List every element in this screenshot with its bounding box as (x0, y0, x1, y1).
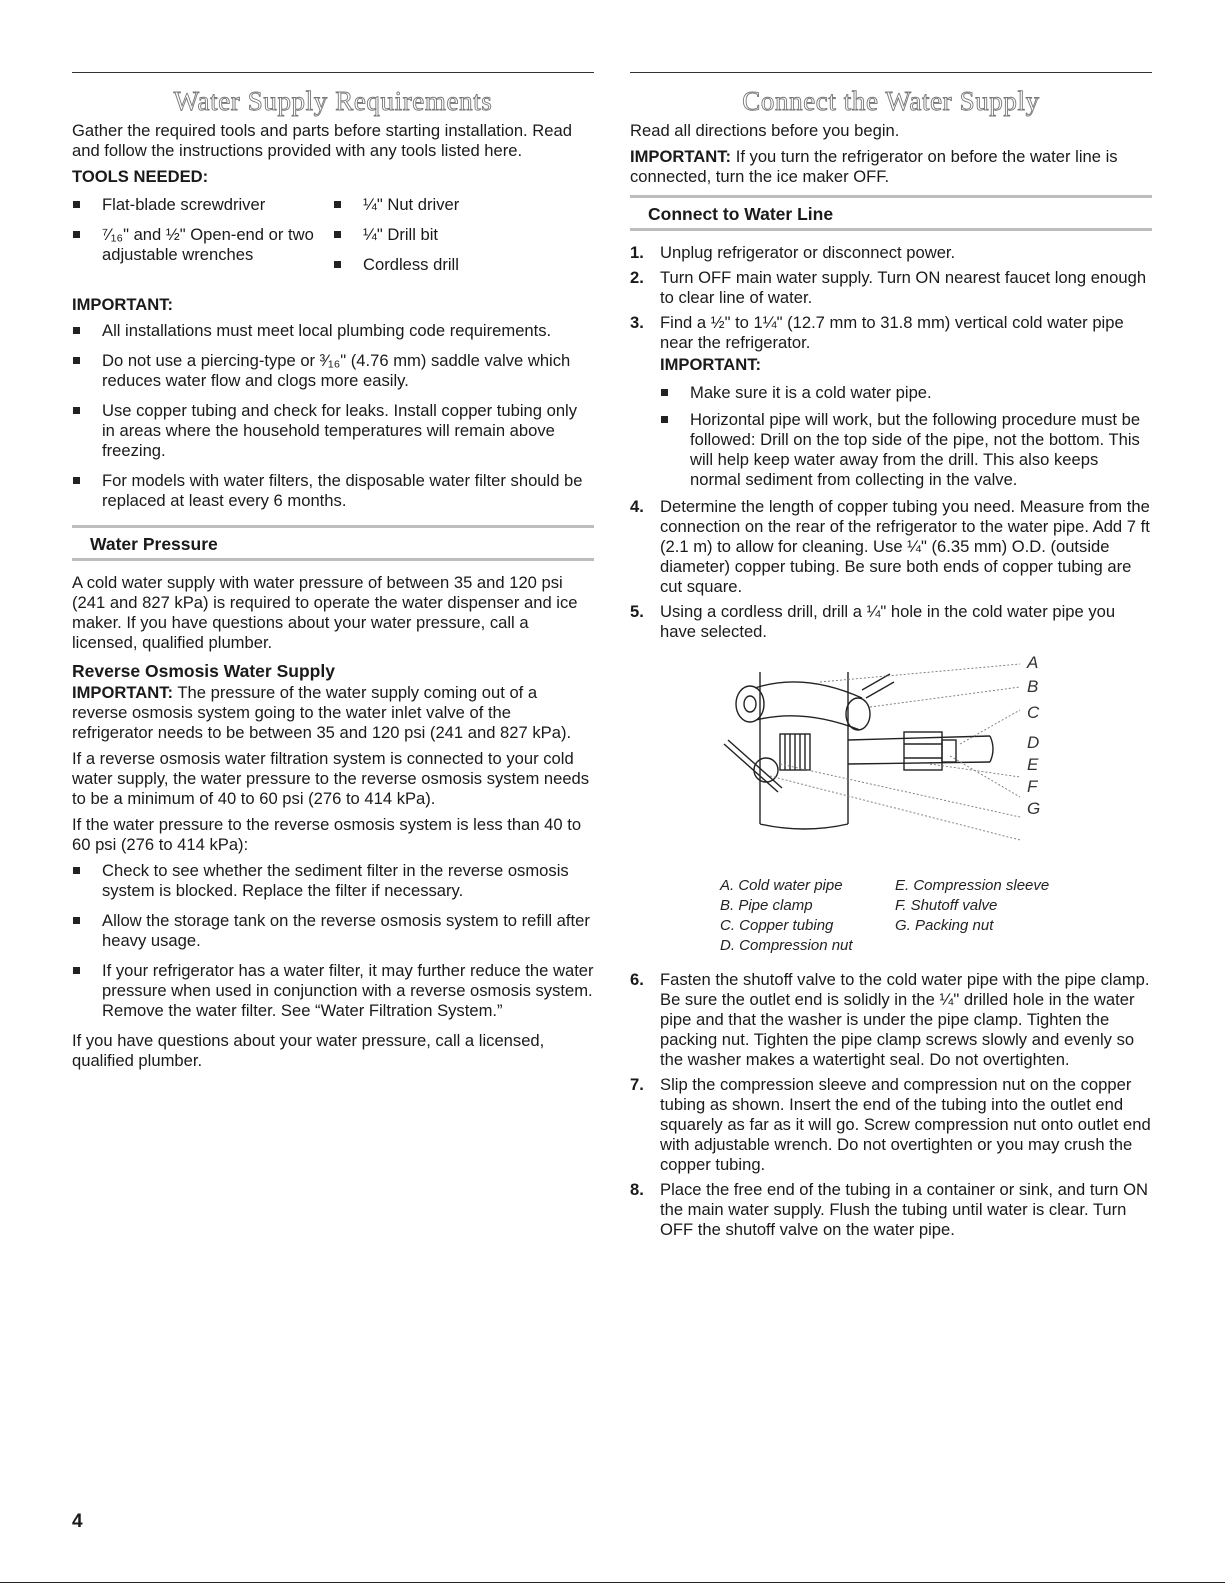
important-item: All installations must meet local plumbing code requirements. (72, 321, 594, 341)
caption-item: C. Copper tubing (720, 917, 834, 934)
ro-paragraph-3: If the water pressure to the reverse osmosis system is less than 40 to 60 psi (276 to 414 kPa): (72, 815, 582, 854)
step-item (630, 602, 1152, 642)
caption-item: F. Shutoff valve (895, 897, 998, 914)
step-item (630, 313, 1152, 490)
tool-item: ¼" Nut driver (333, 195, 594, 215)
ro-important-paragraph (72, 683, 594, 743)
step-number: 6. (630, 970, 644, 989)
caption-column-1 (720, 876, 895, 956)
section-title-connect-water-supply: Connect the Water Supply (742, 86, 1040, 116)
tools-column-2 (333, 195, 594, 285)
connect-water-line-heading: Connect to Water Line (648, 204, 834, 224)
tools-list (72, 195, 594, 285)
section-title-water-supply-requirements: Water Supply Requirements (173, 86, 493, 116)
step-item (630, 1075, 1152, 1175)
ro-important-label: IMPORTANT: (72, 683, 174, 702)
important-item: Do not use a piercing-type or ³⁄₁₆" (4.76 mm) saddle valve which reduces water flow and clogs more easily. (72, 351, 594, 391)
step-item (630, 970, 1152, 1070)
step-text: Turn OFF main water supply. Turn ON nearest faucet long enough to clear line of water. (660, 268, 1147, 307)
tool-item: ¼" Drill bit (333, 225, 594, 245)
right-column (630, 72, 1152, 1245)
ro-important-text: The pressure of the water supply coming out of a reverse osmosis system going to the water inlet valve of the refrigerator needs to be between 35 and 120 psi (241 and 827 kPa). (72, 683, 572, 742)
water-pressure-heading: Water Pressure (90, 534, 218, 554)
step-item (630, 268, 1152, 308)
tool-item: Cordless drill (333, 255, 594, 275)
ro-paragraph-2: If a reverse osmosis water filtration system is connected to your cold water supply, the water pressure to the reverse osmosis system needs to be a minimum of 40 to 60 psi (276 to 414 kPa). (72, 749, 590, 808)
step-number: 5. (630, 602, 644, 621)
step-text: Find a ½" to 1¼" (12.7 mm to 31.8 mm) vertical cold water pipe near the refrigerator. (660, 313, 1124, 352)
tools-column-1 (72, 195, 333, 285)
valve-illustration (630, 652, 1152, 872)
step-text: Fasten the shutoff valve to the cold water pipe with the pipe clamp. Be sure the outlet end is solidly in the ¼" drilled hole in the water pipe and that the washer is under the pipe clamp. Tighten the packing nut. Tighten the pipe clamp screws slowly and evenly so the washer makes a watertight seal. Do not overtighten. (660, 970, 1150, 1069)
step-number: 1. (630, 243, 644, 262)
left-column (72, 72, 594, 1077)
step3-item: Make sure it is a cold water pipe. (660, 383, 1152, 403)
callout-label: B (1027, 677, 1039, 696)
important-text: If you turn the refrigerator on before the water line is connected, turn the ice maker OFF. (630, 147, 1118, 186)
important-heading: IMPORTANT: (72, 295, 174, 314)
page-number: 4 (72, 1511, 83, 1532)
shutoff-valve-diagram (630, 652, 1152, 872)
caption-item: A. Cold water pipe (720, 877, 843, 894)
ro-item: If your refrigerator has a water filter, it may further reduce the water pressure when used in conjunction with a reverse osmosis system. Remove the water filter. See “Water Filtration System.” (72, 961, 594, 1021)
caption-item: B. Pipe clamp (720, 897, 813, 914)
step-number: 4. (630, 497, 644, 516)
closing-text: If you have questions about your water pressure, call a licensed, qualified plumber. (72, 1031, 545, 1070)
callout-label: C (1027, 703, 1040, 722)
step-number: 2. (630, 268, 644, 287)
caption-item: G. Packing nut (895, 917, 994, 934)
caption-item: D. Compression nut (720, 937, 853, 954)
important-item: Use copper tubing and check for leaks. Install copper tubing only in areas where the household temperatures will remain above freezing. (72, 401, 594, 461)
callout-label: E (1027, 755, 1039, 774)
caption-column-2 (895, 876, 1070, 956)
tools-heading: TOOLS NEEDED: (72, 167, 209, 186)
callout-label: F (1027, 777, 1038, 796)
step-number: 7. (630, 1075, 644, 1094)
step3-item: Horizontal pipe will work, but the following procedure must be followed: Drill on the top side of the pipe, not the bottom. This will help keep water away from the drill. This also keeps normal sediment from collecting in the valve. (660, 410, 1152, 490)
tool-item: ⁷⁄₁₆" and ½" Open-end or two adjustable wrenches (72, 225, 333, 265)
callout-label: G (1027, 799, 1041, 818)
step-text: Slip the compression sleeve and compression nut on the copper tubing as shown. Insert the end of the tubing into the outlet end squarely as far as it will go. Screw compression nut onto outlet end with adjustable wrench. Do not overtighten or you may crush the copper tubing. (660, 1075, 1151, 1174)
step3-important-heading: IMPORTANT: (660, 355, 762, 374)
step-text: Determine the length of copper tubing you need. Measure from the connection on the rear of the refrigerator to the water pipe. Add 7 ft (2.1 m) to allow for cleaning. Use ¼" (6.35 mm) O.D. (outside diameter) copper tubing. Be sure both ends of copper tubing are cut square. (660, 497, 1150, 596)
step-text: Unplug refrigerator or disconnect power. (660, 243, 956, 262)
important-item: For models with water filters, the disposable water filter should be replaced at least every 6 months. (72, 471, 594, 511)
intro-text: Gather the required tools and parts before starting installation. Read and follow the instructions provided with any tools listed here. (72, 121, 572, 160)
step-item (630, 497, 1152, 597)
subsection-rule (630, 228, 1152, 231)
diagram-callouts (1027, 652, 1040, 820)
top-rule (72, 72, 594, 73)
intro-text: Read all directions before you begin. (630, 121, 900, 140)
ro-item: Allow the storage tank on the reverse osmosis system to refill after heavy usage. (72, 911, 594, 951)
step-text: Using a cordless drill, drill a ¼" hole in the cold water pipe you have selected. (660, 602, 1116, 641)
callout-label: D (1027, 733, 1040, 752)
step-text: Place the free end of the tubing in a container or sink, and turn ON the main water supply. Flush the tubing until water is clear. Turn OFF the shutoff valve on the water pipe. (660, 1180, 1148, 1239)
important-label: IMPORTANT: (630, 147, 732, 166)
caption-item: E. Compression sleeve (895, 877, 1050, 894)
diagram-captions (720, 876, 1152, 956)
top-rule (630, 72, 1152, 73)
step-number: 3. (630, 313, 644, 332)
step-item (630, 243, 1152, 263)
subsection-rule (72, 558, 594, 561)
important-paragraph (630, 147, 1152, 187)
reverse-osmosis-heading: Reverse Osmosis Water Supply (72, 661, 335, 681)
callout-label: A (1027, 653, 1039, 672)
ro-item: Check to see whether the sediment filter in the reverse osmosis system is blocked. Replace the filter if necessary. (72, 861, 594, 901)
pressure-text: A cold water supply with water pressure of between 35 and 120 psi (241 and 827 kPa) is required to operate the water dispenser and ice maker. If you have questions about your water pressure, call a licensed, qualified plumber. (72, 573, 578, 652)
tool-item: Flat-blade screwdriver (72, 195, 333, 215)
step-item (630, 1180, 1152, 1240)
step-number: 8. (630, 1180, 644, 1199)
bottom-rule (0, 1582, 1225, 1583)
